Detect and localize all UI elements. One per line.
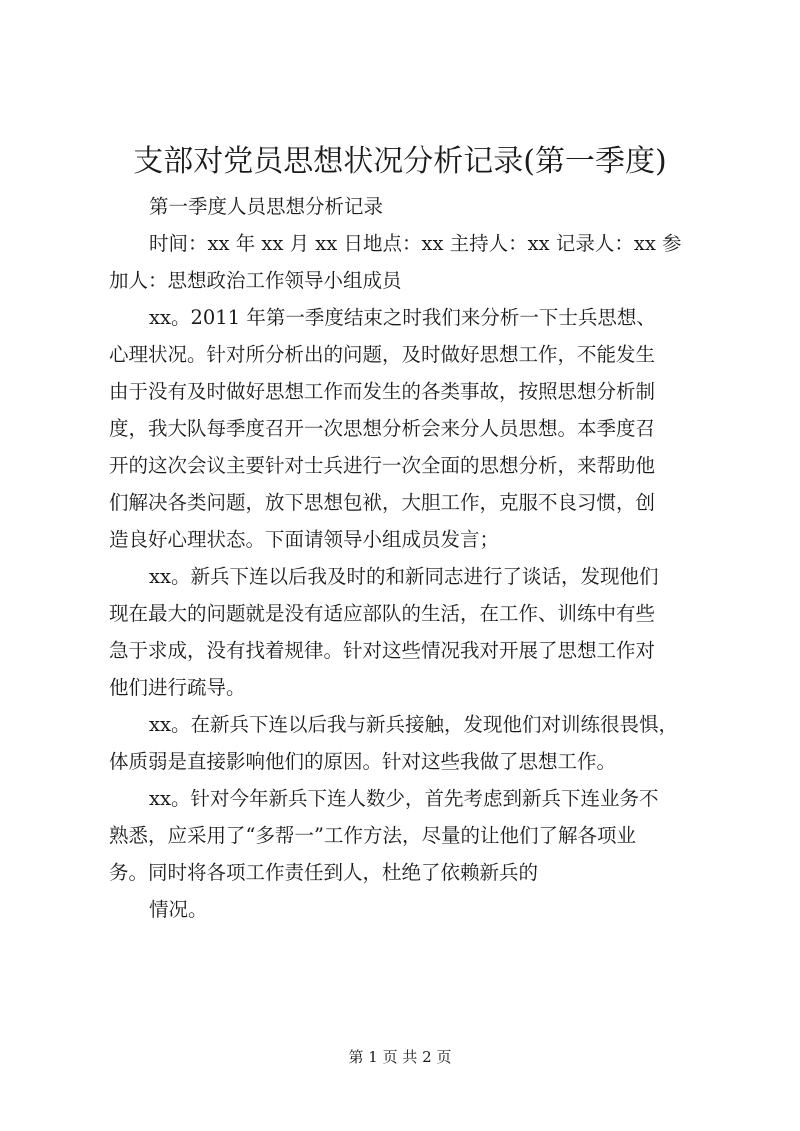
paragraph-line: xx。在新兵下连以后我与新兵接触，发现他们对训练很畏惧， [149, 713, 678, 736]
paragraph-line: 开的这次会议主要针对士兵进行一次全面的思想分析，来帮助他 [109, 454, 656, 477]
paragraph-line: 造良好心理状态。下面请领导小组成员发言； [109, 528, 500, 551]
paragraph-line: 务。同时将各项工作责任到人，杜绝了依赖新兵的 [109, 861, 539, 884]
meeting-info-line: 时间：xx 年 xx 月 xx 日地点：xx 主持人：xx 记录人：xx 参 [149, 232, 682, 255]
paragraph-line: 由于没有及时做好思想工作而发生的各类事故，按照思想分析制 [109, 380, 656, 403]
meeting-info [109, 225, 691, 299]
paragraph [109, 780, 691, 891]
paragraph-line: 熟悉，应采用了“多帮一”工作方法，尽量的让他们了解各项业 [109, 824, 636, 847]
paragraph-line: 们解决各类问题，放下思想包袱，大胆工作，克服不良习惯，创 [109, 491, 656, 514]
subtitle-text: 第一季度人员思想分析记录 [149, 195, 384, 218]
paragraph [109, 558, 691, 706]
paragraph [109, 706, 691, 780]
paragraph-line: 度，我大队每季度召开一次思想分析会来分人员思想。本季度召 [109, 417, 656, 440]
document-body [109, 188, 691, 928]
paragraph-line: xx。2011 年第一季度结束之时我们来分析一下士兵思想、 [149, 306, 656, 329]
page-footer: 第 1 页 共 2 页 [348, 1048, 452, 1066]
paragraph [109, 891, 691, 928]
paragraph-line: xx。新兵下连以后我及时的和新同志进行了谈话，发现他们 [149, 565, 659, 588]
paragraph-line: 体质弱是直接影响他们的原因。针对这些我做了思想工作。 [109, 750, 617, 773]
meeting-info-line: 加人：思想政治工作领导小组成员 [109, 269, 402, 292]
paragraph-line: 他们进行疏导。 [109, 676, 246, 699]
paragraph-line: 心理状况。针对所分析出的问题，及时做好思想工作，不能发生 [109, 343, 656, 366]
document-title: 支部对党员思想状况分析记录(第一季度) [133, 144, 667, 179]
paragraph-line: xx。针对今年新兵下连人数少，首先考虑到新兵下连业务不 [149, 787, 659, 810]
paragraph-line: 急于求成，没有找着规律。针对这些情况我对开展了思想工作对 [109, 639, 656, 662]
paragraph-line: 情况。 [149, 898, 208, 921]
paragraph [109, 299, 691, 558]
subtitle [109, 188, 691, 225]
paragraph-line: 现在最大的问题就是没有适应部队的生活，在工作、训练中有些 [109, 602, 656, 625]
